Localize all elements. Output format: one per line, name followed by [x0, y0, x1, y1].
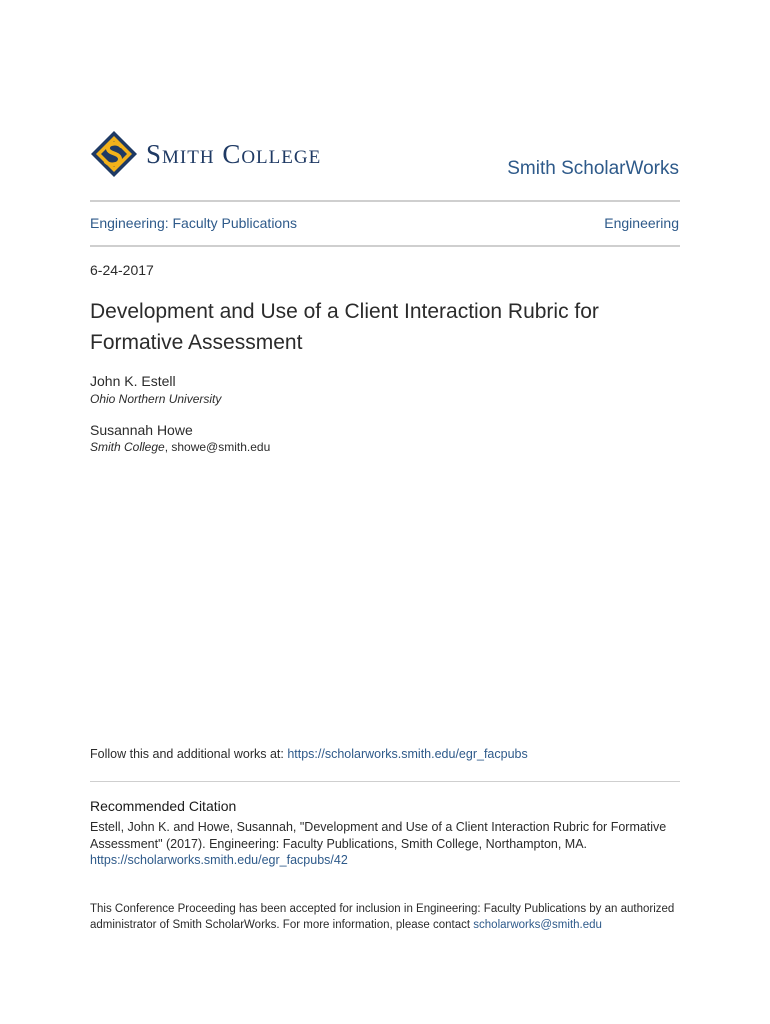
publication-date: 6-24-2017: [90, 262, 154, 278]
divider: [90, 781, 680, 782]
citation-body: [90, 819, 680, 869]
notice-text: This Conference Proceeding has been accepted for inclusion in Engineering: Faculty Publications by an authorized administrator of Smith ScholarWorks. For more information, please contact: [90, 903, 675, 931]
divider: [90, 245, 680, 247]
affiliation-name: Smith College: [90, 440, 165, 454]
document-title: Development and Use of a Client Interaction Rubric for Formative Assessment: [90, 300, 599, 354]
contact-email-link[interactable]: scholarworks@smith.edu: [473, 918, 602, 931]
citation-url-link[interactable]: https://scholarworks.smith.edu/egr_facpubs/42: [90, 853, 348, 867]
breadcrumb-collection-link[interactable]: Engineering: Faculty Publications: [90, 215, 298, 231]
follow-works-line: [90, 747, 528, 761]
divider: [90, 200, 680, 202]
smith-college-seal-icon: [90, 130, 138, 178]
logo-wordmark: Smith College: [146, 138, 322, 169]
author-name: John K. Estell: [90, 373, 176, 389]
citation-text: Estell, John K. and Howe, Susannah, "Development and Use of a Client Interaction Rubric for Formative Assessment" (2017). Engineering: Faculty Publications, Smith College, Northampton, MA.: [90, 820, 667, 851]
citation-heading: Recommended Citation: [90, 798, 237, 814]
inclusion-notice: [90, 902, 690, 933]
author-name: Susannah Howe: [90, 422, 193, 438]
author-affiliation: [90, 440, 270, 454]
collection-url-link[interactable]: https://scholarworks.smith.edu/egr_facpubs: [287, 747, 528, 761]
smith-college-logo[interactable]: [90, 130, 321, 178]
affiliation-name: Ohio Northern University: [90, 392, 222, 406]
author-affiliation: [90, 392, 221, 406]
breadcrumb-department-link[interactable]: Engineering: [604, 215, 679, 231]
author-email[interactable]: , showe@smith.edu: [164, 440, 271, 454]
follow-text: Follow this and additional works at:: [90, 747, 288, 761]
smith-scholarworks-link[interactable]: Smith ScholarWorks: [507, 158, 679, 179]
